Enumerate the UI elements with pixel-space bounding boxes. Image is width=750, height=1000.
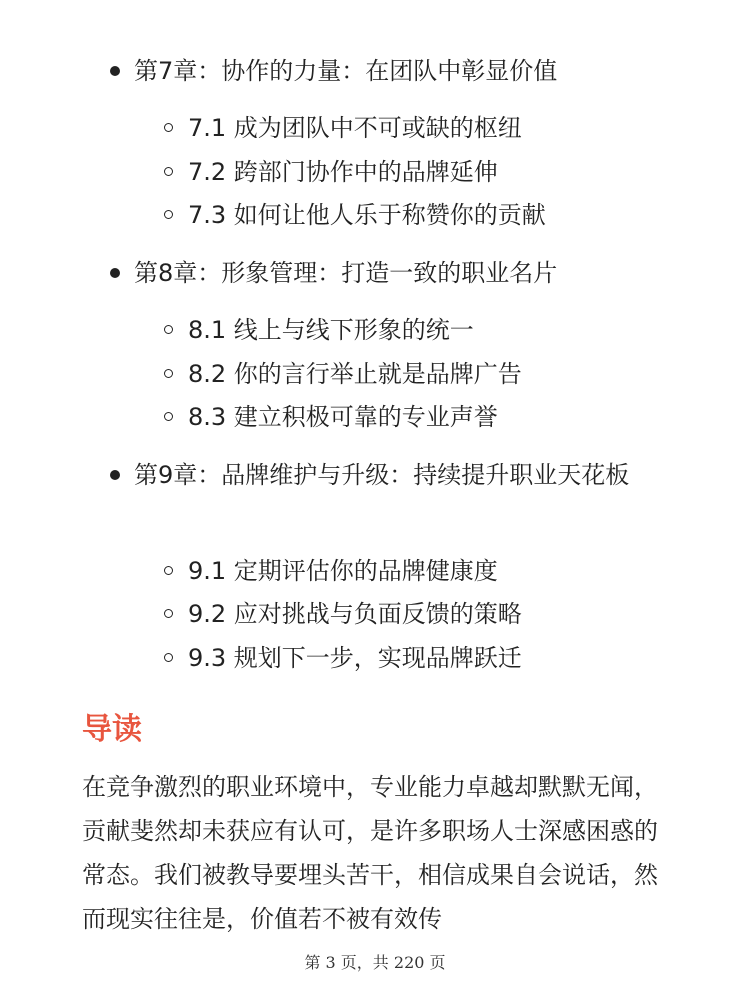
section-title: 8.2 你的言行举止就是品牌广告 (188, 360, 522, 388)
circle-bullet-icon (164, 123, 173, 132)
chapter-9 (110, 454, 670, 496)
chapter-7 (110, 50, 670, 92)
section-title: 9.1 定期评估你的品牌健康度 (188, 557, 498, 585)
intro-paragraph: 在竞争激烈的职业环境中，专业能力卓越却默默无闻，贡献斐然却未获应有认可，是许多职场人士深感困惑的常态。我们被教导要埋头苦干，相信成果自会说话，然而现实往往是，价值若不被有效传 (82, 773, 658, 933)
section-8-1 (164, 309, 684, 351)
chapter-8 (110, 252, 670, 294)
circle-bullet-icon (164, 609, 173, 618)
circle-bullet-icon (164, 412, 173, 421)
section-title: 7.1 成为团队中不可或缺的枢纽 (188, 114, 522, 142)
circle-bullet-icon (164, 167, 173, 176)
section-7-1 (164, 107, 684, 149)
section-8-3 (164, 396, 684, 438)
section-9-2 (164, 593, 684, 635)
bullet-icon (110, 66, 120, 76)
section-title: 9.3 规划下一步，实现品牌跃迁 (188, 644, 522, 672)
bullet-icon (110, 470, 120, 480)
section-title: 7.2 跨部门协作中的品牌延伸 (188, 158, 498, 186)
section-9-1 (164, 550, 684, 592)
circle-bullet-icon (164, 210, 173, 219)
bullet-icon (110, 268, 120, 278)
chapter-title: 第9章：品牌维护与升级：持续提升职业天花板 (134, 461, 630, 489)
intro-heading: 导读 (82, 712, 142, 747)
circle-bullet-icon (164, 369, 173, 378)
circle-bullet-icon (164, 653, 173, 662)
section-title: 7.3 如何让他人乐于称赞你的贡献 (188, 201, 546, 229)
section-9-3 (164, 637, 684, 679)
chapter-title: 第8章：形象管理：打造一致的职业名片 (134, 259, 558, 287)
chapter-title: 第7章：协作的力量：在团队中彰显价值 (134, 57, 558, 85)
section-8-2 (164, 353, 684, 395)
section-7-3 (164, 194, 684, 236)
section-7-2 (164, 151, 684, 193)
circle-bullet-icon (164, 566, 173, 575)
section-title: 8.3 建立积极可靠的专业声誉 (188, 403, 498, 431)
circle-bullet-icon (164, 325, 173, 334)
section-title: 8.1 线上与线下形象的统一 (188, 316, 474, 344)
section-title: 9.2 应对挑战与负面反馈的策略 (188, 600, 522, 628)
page-number: 第 3 页，共 220 页 (304, 953, 446, 972)
